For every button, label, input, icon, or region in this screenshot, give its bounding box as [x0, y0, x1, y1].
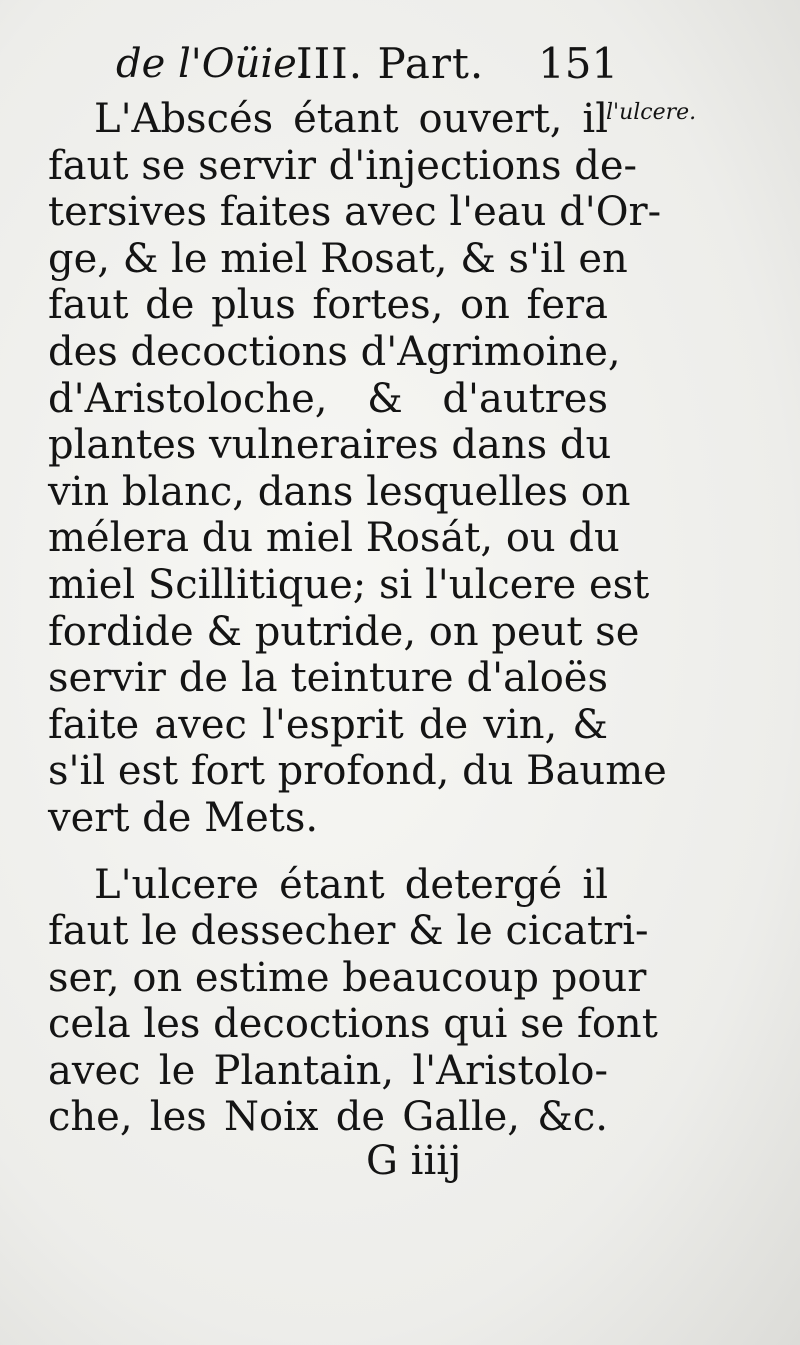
part-label: III. Part.: [296, 39, 485, 88]
margin-note: l'ulcere.: [606, 100, 697, 125]
page-number: 151: [538, 39, 619, 88]
text-line: miel Scillitique; si l'ulcere est: [48, 561, 650, 608]
text-line: cela les decoctions qui se font: [48, 1001, 658, 1048]
text-line: mélera du miel Rosát, ou du: [48, 515, 620, 562]
text-line: faut le dessecher & le cicatri-: [48, 908, 649, 955]
text-line: vert de Mets.: [48, 794, 319, 841]
text-line: faut se servir d'injections de-: [48, 142, 638, 189]
text-line: L'ulcere étant detergé il: [94, 861, 608, 908]
text-line: faut de plus fortes, on fera: [48, 282, 608, 329]
text-line: servir de la teinture d'aloës: [48, 655, 608, 702]
text-line: avec le Plantain, l'Aristolo-: [48, 1047, 608, 1094]
body-text: [48, 96, 667, 1141]
text-line: s'il est fort profond, du Baume: [48, 748, 667, 795]
running-head-title: de l'Oüie.: [116, 41, 310, 87]
text-line: ser, on estime beaucoup pour: [48, 954, 647, 1001]
signature-mark: G iiij: [366, 1138, 462, 1184]
text-line: plantes vulneraires dans du: [48, 422, 612, 469]
text-line: che, les Noix de Galle, &c.: [48, 1094, 608, 1141]
text-line: vin blanc, dans lesquelles on: [48, 468, 631, 515]
text-line: fordide & putride, on peut se: [48, 608, 640, 655]
text-line: L'Abscés étant ouvert, il: [94, 96, 608, 142]
text-line: d'Aristoloche, & d'autres: [48, 375, 608, 422]
text-line: des decoctions d'Agrimoine,: [48, 328, 621, 375]
text-line: tersives faites avec l'eau d'Or-: [48, 189, 662, 236]
text-line: faite avec l'esprit de vin, &: [48, 701, 608, 748]
running-header: [116, 34, 619, 94]
text-line: ge, & le miel Rosat, & s'il en: [48, 235, 628, 282]
